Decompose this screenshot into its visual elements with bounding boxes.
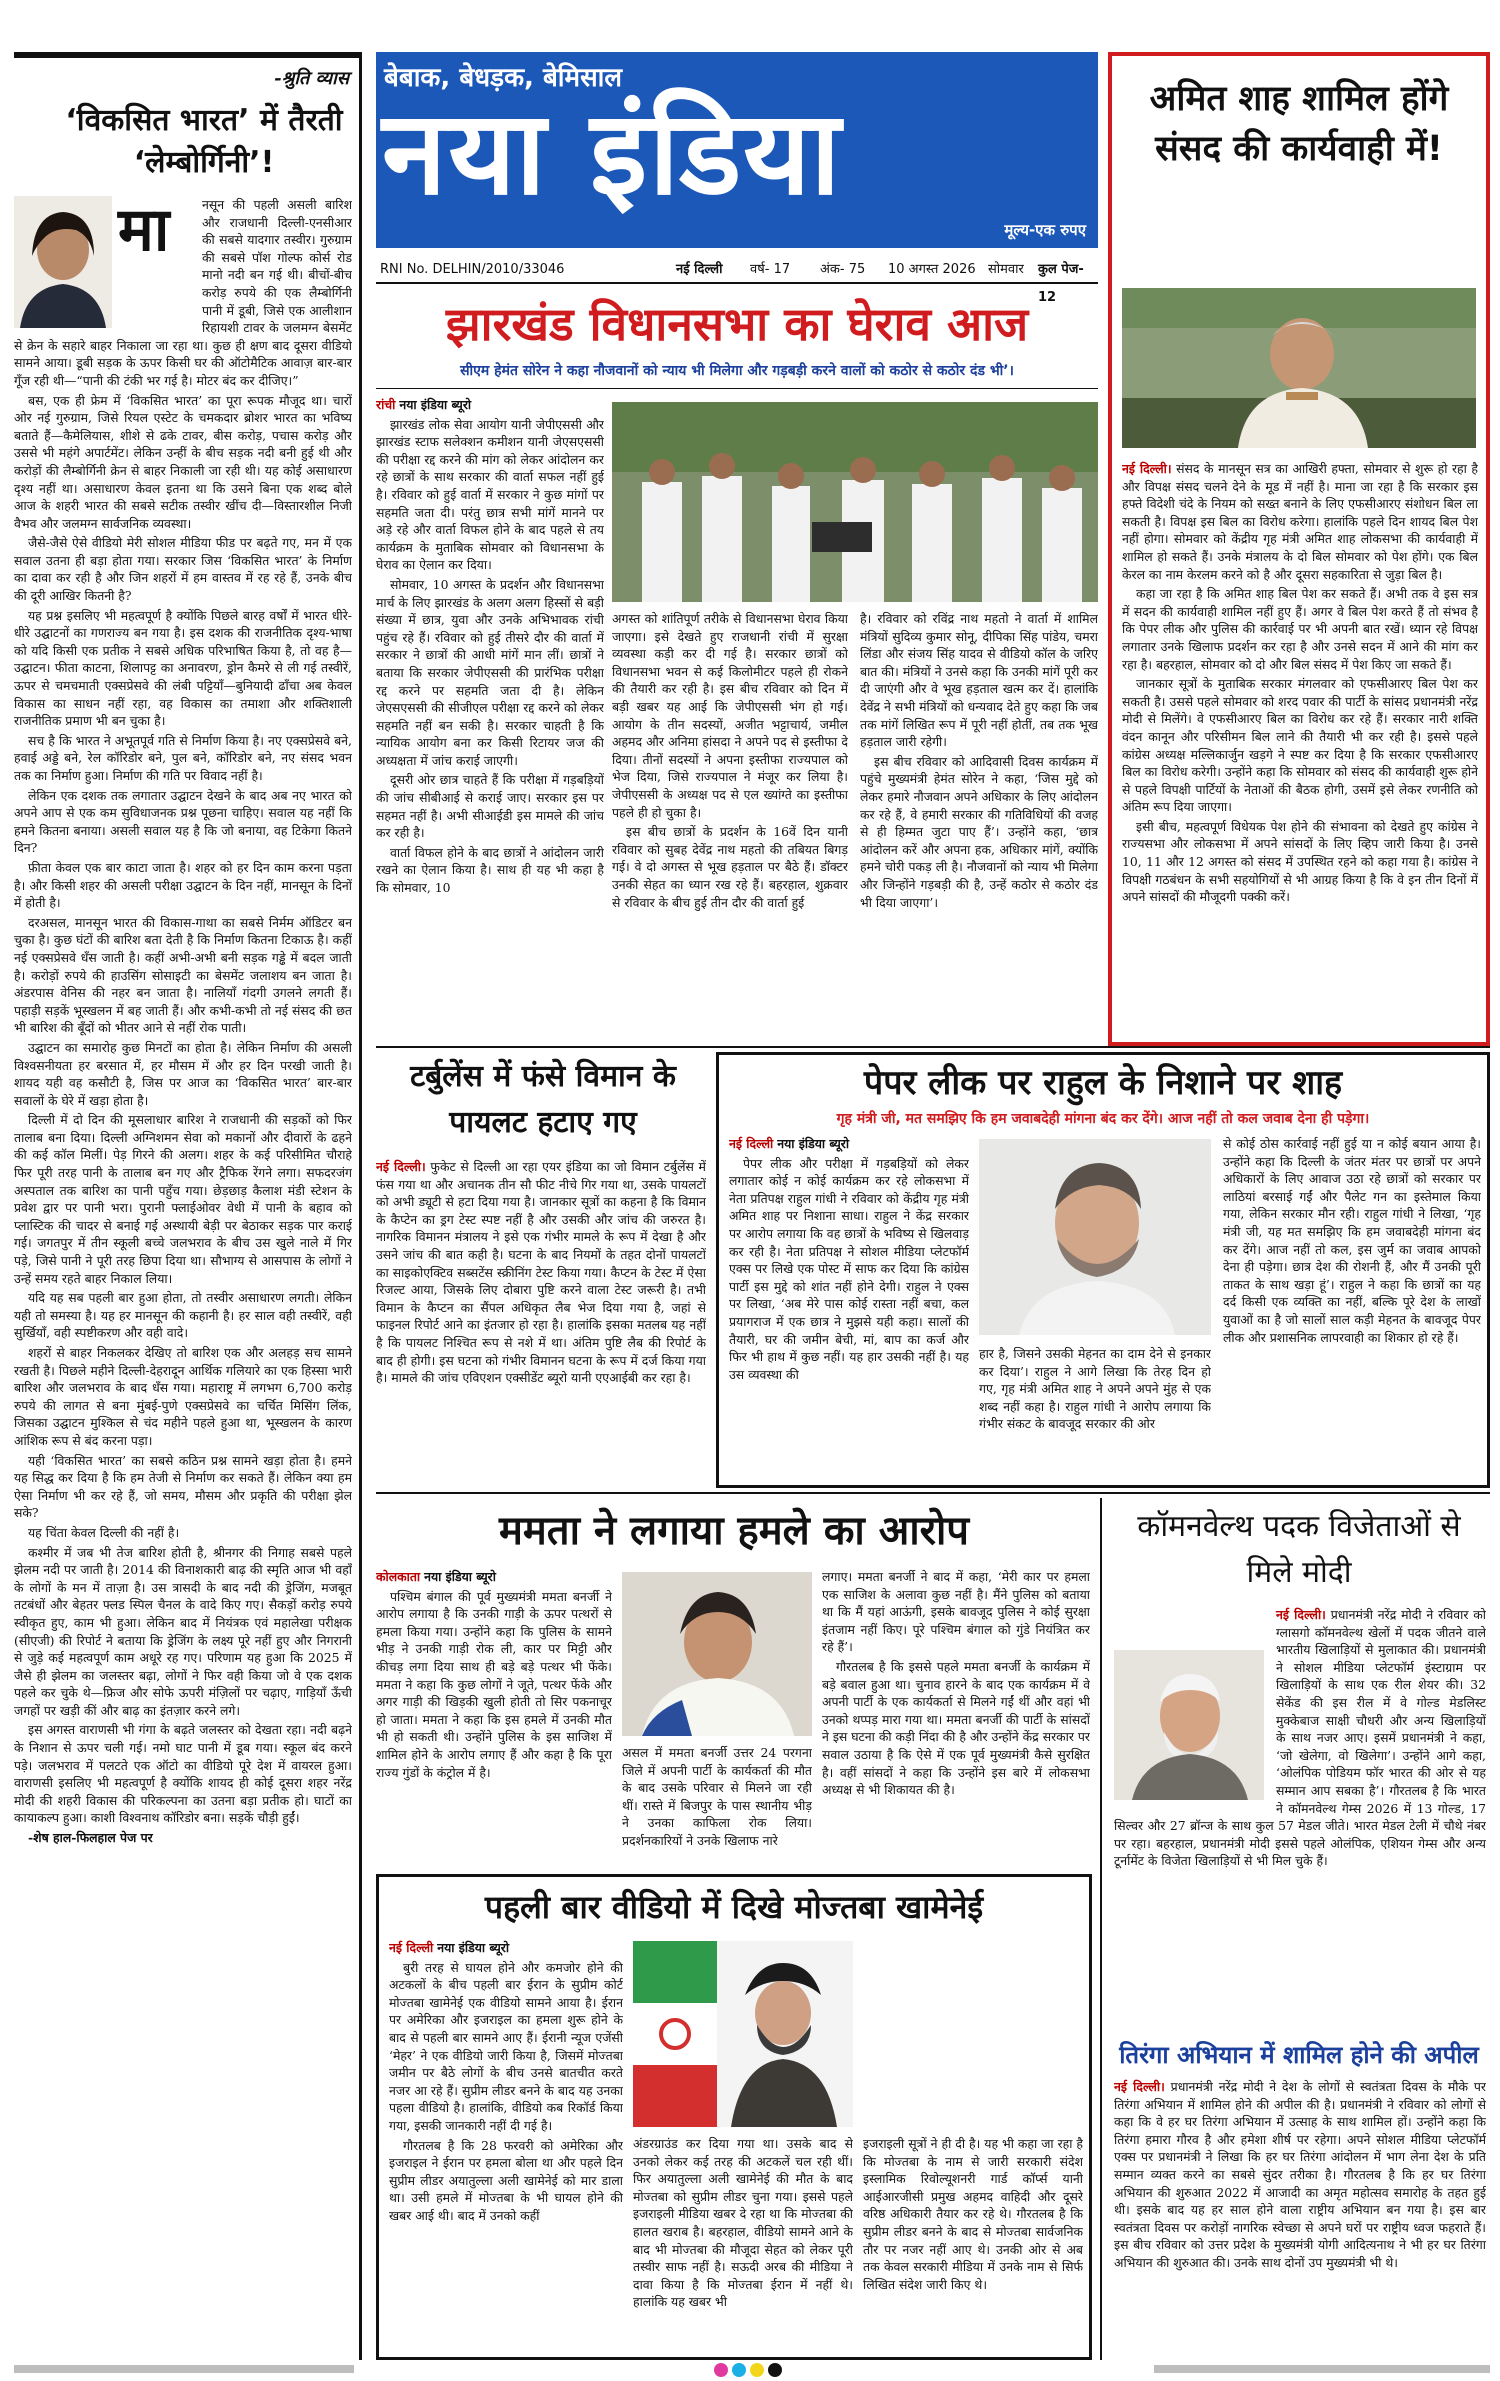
khamenei-column-1: [389, 1939, 623, 2353]
agency: नया इंडिया ब्यूरो: [424, 1569, 496, 1584]
dateline: नई दिल्ली: [729, 1136, 774, 1151]
color-marks: [714, 2362, 786, 2381]
story-paragraph: पश्चिम बंगाल की पूर्व मुख्यमंत्री ममता बनर्जी ने आरोप लगाया है कि उनकी गाड़ी के ऊपर पत्थरों से हमला किया गया। उन्होंने कहा कि पुलिस के सामने भीड़ ने उनकी गाड़ी रोक ली, कार पर मिट्टी और कीचड़ लगा दिया साथ ही बड़े बड़े पत्थर भी फेंके। ममता ने कहा कि कुछ लोगों ने जूते, पत्थर फेंके और अगर गाड़ी की खिड़की खुली होती तो सिर पकनाचूर हो जाता। ममता ने कहा कि इस हमले में उनकी मौत भी हो सकती थी। उन्होंने पुलिस के इस साजिश में शामिल होने के आरोप लगाए हैं और कहा है कि पूरा राज्य गुंडों के कंट्रोल में है।: [376, 1588, 612, 1780]
opinion-paragraph: यह प्रश्न इसलिए भी महत्वपूर्ण है क्योंकि पिछले बारह वर्षों में भारत धीरे-धीरे उद्घाटनों का गणराज्य बन गया है। इस दशक की राजनीतिक दृश्य-भाषा को यदि किसी एक प्रतीक ने सबसे अधिक परिभाषित किया है, तो वह है—उद्घाटन। फीता काटना, शिलापट्ट का अनावरण, ड्रोन कैमरे से ली गई तस्वीरें, ऊपर से चमचमाती एक्सप्रेसवे की लंबी पट्टियाँ—बुनियादी ढाँचा अब केवल विकास का साधन नहीं रहा, वह विकास का तमाशा और शक्तिशाली राजनीतिक प्रमाण भी बन चुका है।: [14, 607, 352, 729]
issue-date: 10 अगस्त 2026: [888, 262, 976, 277]
agency: नया इंडिया ब्यूरो: [399, 397, 472, 412]
lead-column-3: [860, 610, 1098, 1038]
mamata-column-2: [622, 1744, 812, 1868]
lead-rule: [376, 388, 1098, 389]
amit-shah-headline: अमित शाह शामिल होंगे संसद की कार्यवाही में!: [1149, 79, 1449, 169]
footer-bar: [14, 2365, 354, 2373]
issue: अंक- 75: [820, 262, 866, 277]
story-paragraph: फुकेट से दिल्ली आ रहा एयर इंडिया का जो विमान टर्बुलेंस में फंस गया था और अचानक तीन सौ फीट नीचे गिर गया था, उसके पायलटों को अभी ड्यूटी से हटा दिया गया है। जानकार सूत्रों का कहना है कि विमान के कैप्टेन का ड्रग टेस्ट स्पष्ट नहीं है और उसकी और जांच की जरुरत है। नागरिक विमानन मंत्रालय ने इसे एक गंभीर मामले के रूप में देखा है और उसने जांच की बात कही है। घटना के बाद नियमों के तहत दोनों पायलटों का साइकोएक्टिव सब्सटेंस स्क्रीनिंग टेस्ट किया गया। कैप्टन के टेस्ट में ऐसा रिजल्ट आया, जिसके लिए दोबारा पुष्टि करने वाला टेस्ट जरूरी है। तभी विमान के कैप्टन का सैंपल अधिकृत लैब भेज दिया गया है, जहां से फाइनल रिपोर्ट आने का इंतजार हो रहा है। हालांकि इसका मतलब यह नहीं है कि पायलट निश्चित रूप से नशे में था। अंतिम पुष्टि लैब की रिपोर्ट के बाद ही होगी। इस घटना को गंभीर विमानन घटना के रूप में दर्ज किया गया है। मामले की जांच एविएशन एक्सीडेंट ब्यूरो यानी एएआईबी कर रहा है।: [376, 1159, 706, 1386]
opinion-paragraph: बस, एक ही फ्रेम में ‘विकसित भारत’ का पूरा रूपक मौजूद था। चारों ओर नई गुरुग्राम, जिसे रियल एस्टेट के चमकदार ब्रोशर भारत का भविष्य बताते हैं—कैमेलियास, शीशे से ढके टावर, बीस करोड़, पचास करोड़ और उससे भी महंगे अपार्टमेंट। लेकिन उन्हीं के बीच सड़क नदी बनी हुई थी और करोड़ों की लैम्बोर्गिनी क्रेन से बाहर निकाली जा रही थी। यह कोई असाधारण दृश्य नहीं था। असाधारण केवल इतना था कि उसने बिना एक शब्द बोले आज के शहरी भारत की सबसे सटीक तस्वीर खींच दी—विस्तारशील निजी वैभव और जलमग्न सार्वजनिक व्यवस्था।: [14, 392, 352, 531]
section-rule: [376, 1046, 1490, 1048]
mamata-photo: [622, 1572, 812, 1736]
protest-photo: [612, 402, 1098, 602]
dateline: नई दिल्ली।: [1276, 1607, 1326, 1622]
rahul-column-3: [1223, 1135, 1481, 1481]
agency: नया इंडिया ब्यूरो: [437, 1940, 510, 1955]
story-paragraph: असल में ममता बनर्जी उत्तर 24 परगना जिले में अपनी पार्टी के कार्यकर्ता की मौत के बाद उसके परिवार से मिलने जा रही थीं। रास्ते में बिजपुर के पास स्थानीय भीड़ ने उनका काफिला रोक लिया। प्रदर्शनकारियों ने उनके खिलाफ नारे: [622, 1745, 812, 1848]
rahul-column-1: [729, 1135, 969, 1481]
story-paragraph: सोमवार, 10 अगस्त के प्रदर्शन और विधानसभा मार्च के लिए झारखंड के अलग अलग हिस्सों से बड़ी संख्या में छात्र, युवा और उनके अभिभावक रांची पहुंच रहे हैं। रविवार को हुई तीसरे दौर की वार्ता में सरकार ने छात्रों की आधी मांगें मान लीं। छात्रों ने बताया कि सरकार जेपीएससी की प्रारंभिक परीक्षा रद्द करने पर सहमति जता दी है। लेकिन जेएसएससी की सीजीएल परीक्षा रद्द करने को लेकर सहमति नहीं बन सकी है। सरकार चाहती है कि न्यायिक आयोग बना कर किसी रिटायर जज की अध्यक्षता में जांच कराई जाएगी।: [376, 576, 604, 768]
rahul-box: [716, 1052, 1490, 1488]
city: नई दिल्ली: [676, 262, 723, 277]
dateline: नई दिल्ली।: [1114, 2079, 1165, 2094]
rahul-deck: गृह मंत्री जी, मत समझिए कि हम जवाबदेही मांगना बंद कर देंगे। आज नहीं तो कल जवाब देना ही पड़ेगा।: [836, 1111, 1370, 1127]
amit-shah-photo: [1122, 288, 1476, 448]
story-paragraph: प्रधानमंत्री नरेंद्र मोदी ने रविवार को ग्लासगो कॉमनवेल्थ खेलों में पदक जीतने वाले भारतीय खिलाड़ियों से मुलाकात की। प्रधानमंत्री ने सोशल मीडिया प्लेटफॉर्म इंस्टाग्राम पर खिलाड़ियों के साथ एक रील शेयर की। 32 सेकेंड की इस रील में वे गोल्ड मेडलिस्ट मुक्केबाज साक्षी चौधरी और अन्य खिलाड़ियों के साथ नजर आए। इसमें प्रधानमंत्री ने कहा, ‘जो खेलेगा, वो खिलेगा’। उन्होंने आगे कहा, ‘ओलंपिक पोडियम फॉर भारत की ओर से यह सम्मान आप सबका है’। गौरतलब है कि भारत ने कॉमनवेल्थ गेम्स 2026 में 13 गोल्ड, 17 सिल्वर और 27 ब्रॉन्ज के साथ कुल 57 मेडल जीते। भारत मेडल टेली में चौथे नंबर पर रहा। बहरहाल, प्रधानमंत्री मोदी इससे पहले ओलंपिक, एशियन गेम्स और अन्य टूर्नामेंट के विजेता खिलाड़ियों से भी मिल चुके हैं।: [1114, 1607, 1486, 1869]
amit-shah-box: [1108, 52, 1490, 1046]
mamata-headline: ममता ने लगाया हमले का आरोप: [498, 1508, 970, 1554]
story-paragraph: संसद के मानसून सत्र का आखिरी हफ्ता, सोमवार से शुरू हो रहा है और विपक्ष संसद चलने देने के मूड में नहीं है। माना जा रहा है कि सरकार इस हफ्ते विदेशी चंदे के नियम को सख्त बनाने के लिए एफसीआरए संशोधन बिल ला सकती है। विपक्ष इस बिल का विरोध करेगा। हालांकि पहले दिन शायद बिल पेश नहीं होगा। सोमवार को केंद्रीय गृह मंत्री अमित शाह लोकसभा की कार्यवाही में शामिल हो सकते हैं। उनके मंत्रालय के दो बिल सोमवार को पेश होंगे। एक बिल केरल का नाम केरलम करने को है और दूसरा सहकारिता से जुड़ा बिल है।: [1122, 461, 1478, 582]
story-paragraph: दूसरी ओर छात्र चाहते हैं कि परीक्षा में गड़बड़ियों की जांच सीबीआई से कराई जाए। सरकार इस पर सहमत नहीं है। अभी सीआईडी इस मामले की जांच कर रही है।: [376, 772, 604, 841]
tiranga-headline: तिरंगा अभियान में शामिल होने की अपील: [1119, 2041, 1479, 2069]
mamata-column-1: [376, 1568, 612, 1868]
dateline: कोलकाता: [376, 1569, 421, 1584]
opinion-paragraph: शहरों से बाहर निकलकर देखिए तो बारिश एक और अलहड़ सच सामने रखती है। पिछले महीने दिल्ली-देहरादून आर्थिक गलियारे का एक हिस्सा भारी बारिश और जलभराव के बाद धँस गया। महाराष्ट्र में लगभग 6,700 करोड़ रुपये की लागत से बना मुंबई-पुणे एक्सप्रेसवे का चर्चित मिसिंग लिंक, जिसका उद्घाटन मुश्किल से चंद महीने पहले हुआ था, भूस्खलन के कारण आंशिक रूप से बंद करना पड़ा।: [14, 1345, 352, 1448]
year: वर्ष- 17: [750, 262, 791, 277]
opinion-paragraph: यदि यह सब पहली बार हुआ होता, तो तस्वीर असाधारण लगती। लेकिन यही तो समस्या है। यह हर मानसून की कहानी है। हर साल वही तस्वीरें, वही सुर्खियाँ, वही स्पष्टीकरण और वही वादे।: [14, 1290, 352, 1341]
amit-shah-story: [1122, 460, 1478, 1040]
dateline-bar: [376, 256, 1098, 305]
opinion-paragraph: यही ‘विकसित भारत’ का सबसे कठिन प्रश्न सामने खड़ा होता है। हमने यह सिद्ध कर दिया है कि हम तेजी से निर्माण कर सकते हैं। लेकिन क्या हम ऐसा निर्माण भी कर रहे हैं, जो समय, मौसम और प्रकृति की परीक्षा झेल सके?: [14, 1452, 352, 1521]
turbulence-headline: टर्बुलेंस में फंसे विमान के पायलट हटाए गए: [410, 1059, 676, 1140]
drop-cap: मा: [118, 195, 170, 265]
story-paragraph: अंडरग्राउंड कर दिया गया था। उसके बाद से उनको लेकर कई तरह की अटकलें चल रही थीं। फिर अयातुल्ला अली खामेनेई की मौत के बाद मोज्तबा को सुप्रीम लीडर चुना गया। इससे पहले इजराइली मीडिया खबर दे रहा था कि मोज्तबा की हालत खराब है। बहरहाल, वीडियो सामने आने के बाद भी मोज्तबा की मौजूदा सेहत को लेकर पूरी तस्वीर साफ नहीं है। सऊदी अरब की मीडिया ने दावा किया है कि मोज्तबा ईरान में नहीं थे। हालांकि यह खबर भी: [633, 2136, 853, 2310]
story-paragraph: बुरी तरह से घायल होने और कमजोर होने की अटकलों के बीच पहली बार ईरान के सुप्रीम कोर्ट मोज्तबा खामेनेई एक वीडियो सामने आया है। ईरान पर अमेरिका और इजराइल का हमला शुरू होने के बाद से पहली बार सामने आए हैं। ईरानी न्यूज एजेंसी ‘मेहर’ ने एक वीडियो जारी किया है, जिसमें मोज्तबा जमीन पर बैठे लोगों के बीच उनसे बातचीत करते नजर आ रहे हैं। सुप्रीम लीडर बनने के बाद यह उनका पहला वीडियो है। हालांकि, वीडियो कब रिकॉर्ड किया गया, इसकी जानकारी नहीं दी गई है।: [389, 1959, 623, 2133]
story-paragraph: लगाए। ममता बनर्जी ने बाद में कहा, ‘मेरी कार पर हमला एक साजिश के अलावा कुछ नहीं है। मैंने पुलिस को बताया था कि मैं यहां आऊंगी, इसके बावजूद पुलिस ने कोई सुरक्षा इंतजाम नहीं किए। पूरे पश्चिम बंगाल को गुंडे नियंत्रित कर रहे हैं’।: [822, 1569, 1090, 1655]
tiranga-story: [1114, 2078, 1486, 2350]
opinion-paragraph: कश्मीर में जब भी तेज बारिश होती है, श्रीनगर की निगाह सबसे पहले झेलम नदी पर जाती है। 2014 की विनाशकारी बाढ़ की स्मृति आज भी वहाँ के लोगों के मन में ताज़ा है। उस त्रासदी के बाद नदी की ड्रेजिंग, मजबूत तटबंधों और बेहतर फ्लड स्पिल चैनल के वादे किए गए। सैकड़ों करोड़ रुपये स्वीकृत हुए, काम भी हुआ। लेकिन बाद में नियंत्रक एवं महालेखा परीक्षक (सीएजी) की रिपोर्ट ने बताया कि ड्रेजिंग के लक्ष्य पूरे नहीं हुए और निगरानी से जुड़े कई महत्वपूर्ण काम अधूरे रह गए। परिणाम यह हुआ कि 2025 में जैसे ही झेलम का जलस्तर बढ़ा, लोगों ने फिर वही किया जो वे एक दशक पहले कर चुके थे—फ्रिज और सोफे ऊपरी मंज़िलों पर चढ़ाए, गाड़ियाँ ऊँची जगहों पर खड़ी कीं और बाढ़ का इंतज़ार करने लगे।: [14, 1544, 352, 1718]
column-top-rule: [14, 52, 362, 58]
dateline: नई दिल्ली: [389, 1940, 434, 1955]
dateline: नई दिल्ली।: [376, 1159, 426, 1174]
khamenei-headline: पहली बार वीडियो में दिखे मोज्तबा खामेनेई: [484, 1888, 984, 1926]
story-paragraph: पेपर लीक और परीक्षा में गड़बड़ियों को लेकर लगातार कोई न कोई कार्यक्रम कर रहे लोकसभा में नेता प्रतिपक्ष राहुल गांधी ने रविवार को केंद्रीय गृह मंत्री अमित शाह पर निशाना साधा। राहुल ने केंद्र सरकार पर आरोप लगाया कि वह छात्रों के भविष्य से खिलवाड़ कर रही है। नेता प्रतिपक्ष ने सोशल मीडिया प्लेटफॉर्म एक्स पर लिखे एक पोस्ट में साफ कर दिया कि कांग्रेस पार्टी इस मुद्दे को शांत नहीं होने देगी। राहुल ने एक्स पर लिखा, ‘अब मेरे पास कोई रास्ता नहीं बचा, कल प्रयागराज में एक छात्र ने मुझसे यही कहा। सालों की तैयारी, घर की जमीन बेची, मां, बाप का कर्ज और फिर भी हाथ में कुछ नहीं। यह हार उसकी नहीं है। यह उस व्यवस्था की: [729, 1155, 969, 1382]
continued-note: -शेष हाल-फिलहाल पेज पर: [28, 1830, 153, 1846]
story-paragraph: वार्ता विफल होने के बाद छात्रों ने आंदोलन जारी रखने का ऐलान किया है। साथ ही यह भी कहा है कि सोमवार, 10: [376, 844, 604, 896]
footer-bar: [1154, 2365, 1490, 2373]
cyan-dot-icon: [732, 2363, 746, 2377]
masthead-tagline: बेबाक, बेधड़क, बेमिसाल: [384, 63, 623, 93]
story-paragraph: गौरतलब है कि 28 फरवरी को अमेरिका और इजराइल ने ईरान पर हमला बोला था और पहले दिन सुप्रीम लीडर अयातुल्ला अली खामेनेई को मार डाला था। उसी हमले में मोज्तबा के भी घायल होने की खबर आई थी। बाद में उनको कहीं: [389, 2137, 623, 2223]
story-paragraph: इजराइली सूत्रों ने ही दी है। यह भी कहा जा रहा है कि मोज्तबा के नाम से जारी सरकारी संदेश इस्लामिक रिवोल्यूशनरी गार्ड कॉर्प्स यानी आईआरजीसी प्रमुख अहमद वाहिदी और दूसरे वरिष्ठ अधिकारी तैयार कर रहे थे। गौरतलब है कि सुप्रीम लीडर बनने के बाद से मोज्तबा सार्वजनिक तौर पर नजर नहीं आए थे। उनकी ओर से अब तक केवल सरकारी मीडिया में उनके नाम से सिर्फ लिखित संदेश जारी किए थे।: [863, 2136, 1083, 2292]
price: मूल्य-एक रुपए: [1004, 221, 1086, 239]
story-paragraph: अगस्त को शांतिपूर्ण तरीके से विधानसभा घेराव किया जाएगा। इसे देखते हुए राजधानी रांची में सुरक्षा व्यवस्था कड़ी कर दी गई है। सरकार छात्रों को विधानसभा भवन से कई किलोमीटर पहले ही रोकने की तैयारी कर रही है। इस बीच रविवार को दिन में बड़ी खबर यह आई कि जेपीएससी भंग हो गई। आयोग के तीन सदस्यों, अजीत भट्टाचार्य, जमील अहमद और अनिमा हांसदा ने अपने पद से इस्तीफा दे दिया। तीनों सदस्यों ने अपना इस्तीफा राज्यपाल को भेज दिया, जिसे राज्यपाल ने मंजूर कर लिया है। जेपीएससी के अध्यक्ष पद से एल ख्यांग्ते का इस्तीफा पहले ही हो चुका है।: [612, 611, 848, 820]
modi-story: [1114, 1606, 1486, 2026]
magenta-dot-icon: [714, 2363, 728, 2377]
opinion-title: ‘विकसित भारत’ में तैरती ‘लेम्बोर्गिनी’!: [65, 103, 343, 180]
opinion-paragraph: जैसे-जैसे ऐसे वीडियो मेरी सोशल मीडिया फीड पर बढ़ते गए, मन में एक सवाल उतना ही बड़ा होता गया। सरकार जिस ‘विकसित भारत’ के निर्माण का दावा कर रही है और जिन शहरों में हम वास्तव में रह रहे हैं, उनके बीच की दूरी आखिर कितनी है?: [14, 535, 352, 604]
story-paragraph: हार है, जिसने उसकी मेहनत का दाम देने से इनकार कर दिया’। राहुल ने आगे लिखा कि तेरह दिन हो गए, गृह मंत्री अमित शाह ने अपने अपने मुंह से एक शब्द नहीं कहा है। राहुल गांधी ने आरोप लगाया कि गंभीर संकट के बावजूद सरकार की ओर: [979, 1346, 1211, 1432]
opinion-paragraph: सच है कि भारत ने अभूतपूर्व गति से निर्माण किया है। नए एक्सप्रेसवे बने, हवाई अड्डे बने, रेल कॉरिडोर बने, पुल बने, कॉरिडोर बने, नए संसद भवन तक का निर्माण हुआ। निर्माण की गति पर विवाद नहीं है।: [14, 732, 352, 783]
story-paragraph: इस बीच रविवार को आदिवासी दिवस कार्यक्रम में पहुंचे मुख्यमंत्री हेमंत सोरेन ने कहा, ‘जिस मुद्दे को लेकर हमारे नौजवान अपने अधिकार के लिए आंदोलन कर रहे हैं, वे हमारी सरकार की गतिविधियों की वजह से ही हिम्मत जुटा पाए हैं’। उन्होंने कहा, ‘छात्र आंदोलन करें और अपना हक, अधिकार मांगें, क्योंकि हमने चोरी पकड़ ली है। नौजवानों को न्याय भी मिलेगा और जिन्होंने गड़बड़ी की है, उन्हें कठोर से कठोर दंड भी दिया जाएगा’।: [860, 753, 1098, 910]
opinion-column: [14, 52, 362, 2360]
story-paragraph: प्रधानमंत्री नरेंद्र मोदी ने देश के लोगों से स्वतंत्रता दिवस के मौके पर तिरंगा अभियान में शामिल होने की अपील की है। प्रधानमंत्री ने रविवार को लोगों से कहा कि वे हर घर तिरंगा अभियान में उत्साह के साथ शामिल हों। उन्होंने कहा कि तिरंगा हमारा गौरव है और हमेशा शीर्ष पर रहेगा। अपने सोशल मीडिया प्लेटफॉर्म एक्स पर प्रधानमंत्री ने लिखा कि हर घर तिरंगा आंदोलन में भाग लेना देश के प्रति सम्मान व्यक्त करने का सबसे सुंदर तरीका है। गौरतलब है कि हर घर तिरंगा अभियान की शुरुआत 2022 में आजादी का अमृत महोत्सव समारोह के तहत हुई थी। इसके बाद यह हर साल होने वाला राष्ट्रीय अभियान बन गया है। इस बार स्वतंत्रता दिवस पर करोड़ों नागरिक स्वेच्छा से अपने घरों पर राष्ट्रीय ध्वज फहराते हैं। इस बीच रविवार को उत्तर प्रदेश के मुख्यमंत्री योगी आदित्यनाथ ने भी हर घर तिरंगा अभियान की शुरुआत की। उनके साथ दोनों उप मुख्यमंत्री भी थे।: [1114, 2079, 1486, 2270]
opinion-body: [14, 196, 352, 2346]
weekday: सोमवार: [988, 262, 1024, 277]
khamenei-column-2: [633, 2135, 853, 2353]
print-footer: [14, 2362, 1490, 2376]
modi-section: [1100, 1498, 1490, 2360]
story-paragraph: झारखंड लोक सेवा आयोग यानी जेपीएससी और झारखंड स्टाफ सलेक्शन कमीशन यानी जेएसएससी की परीक्षा रद्द करने की मांग को लेकर आंदोलन कर रहे छात्रों के साथ सरकार की वार्ता सफल नहीं हुई है। रविवार को हुई वार्ता में सरकार ने कुछ मांगों पर सहमति जता दी। परंतु छात्र सभी मांगें मानने पर अड़े रहे और वार्ता विफल होने के बाद पहले से तय कार्यक्रम के मुताबिक सोमवार को विधानसभा के घेराव का ऐलान कर दिया।: [376, 416, 604, 573]
black-dot-icon: [768, 2363, 782, 2377]
byline: -श्रुति व्यास: [274, 68, 349, 89]
khamenei-photo: [633, 1941, 853, 2127]
story-paragraph: इस बीच छात्रों के प्रदर्शन के 16वें दिन यानी रविवार को सुबह देवेंद्र नाथ महतो की तबियत बिगड़ गई। वे दो अगस्त से भूख हड़ताल पर बैठे हैं। डॉक्टर उनकी सेहत का ध्यान रख रहे हैं। बहरहाल, शुक्रवार से रविवार के बीच हुई तीन दौर की वार्ता हुई: [612, 824, 848, 910]
lead-headline: झारखंड विधानसभा का घेराव आज: [445, 297, 1029, 351]
turbulence-story: [376, 1158, 706, 1480]
story-paragraph: इसी बीच, महत्वपूर्ण विधेयक पेश होने की संभावना को देखते हुए कांग्रेस ने राज्यसभा और लोकसभा में अपने सांसदों के लिए व्हिप जारी किया है। उनसे 10, 11 और 12 अगस्त को संसद में उपस्थित रहने को कहा गया है। कांग्रेस ने विपक्षी गठबंधन के सभी सहयोगियों से भी आग्रह किया है कि वे इन तीन दिनों में अपने सांसदों की मौजूदगी पक्की करें।: [1122, 818, 1478, 905]
rni-number: RNI No. DELHIN/2010/33046: [380, 262, 565, 277]
opinion-lead: नसून की पहली असली बारिश और राजधानी दिल्ली-एनसीआर की सबसे यादगार तस्वीर। गुरुग्राम की सबसे पॉश गोल्फ कोर्स रोड मानो नदी बन गई थी। बीचों-बीच करोड़ रुपये की एक लैम्बोर्गिनी पानी में डूबी, जिसे एक आलीशान रिहायशी टावर के जलमग्न बेसमेंट से क्रेन के सहारे बाहर निकाला जा रहा था। कुछ ही क्षण बाद दूसरा वीडियो सामने आया। डूबी सड़क के ऊपर किसी घर की ऑटोमैटिक आवाज़ बार-बार गूँज रही थी—“पानी की टंकी भर गई है। मोटर बंद कर दीजिए।”: [14, 197, 352, 388]
story-paragraph: जानकार सूत्रों के मुताबिक सरकार मंगलवार को एफसीआरए बिल पेश कर सकती है। उससे पहले सोमवार को शरद पवार की पार्टी के सांसद प्रधानमंत्री नरेंद्र मोदी से मिलेंगे। वे एफसीआरए बिल का विरोध कर रहे हैं। सरकार नारी शक्ति वंदन कानून और परिसीमन बिल लाने की तैयारी भी कर रही है। इससे पहले कांग्रेस अध्यक्ष मल्लिकार्जुन खड़गे ने स्पष्ट कर दिया है कि सरकार एफसीआरए बिल का विरोध करेगी। उन्होंने कहा कि सोमवार को संसद की कार्यवाही शुरू होने से पहले विपक्षी पार्टियों के नेताओं की बैठक होगी, उसमें इसे लेकर रणनीति को अंतिम रूप दिया जाएगा।: [1122, 676, 1478, 815]
story-paragraph: गौरतलब है कि इससे पहले ममता बनर्जी के कार्यक्रम में बड़े बवाल हुआ था। चुनाव हारने के बाद एक कार्यक्रम में वे अपनी पार्टी के एक कार्यकर्ता से मिलने गईं थीं और वहां भी उनको थप्पड़ मारा गया था। ममता बनर्जी की पार्टी के सांसदों ने इस घटना की कड़ी निंदा की है और उन्होंने केंद्र सरकार पर सवाल उठाया है कि ऐसे में एक पूर्व मुख्यमंत्री कैसे सुरक्षित है। वहीं सांसदों ने कहा कि उन्होंने इस बारे में लोकसभा अध्यक्ष से भी शिकायत की है।: [822, 1658, 1090, 1798]
rahul-column-2: [979, 1345, 1211, 1481]
yellow-dot-icon: [750, 2363, 764, 2377]
khamenei-column-3: [863, 2135, 1083, 2353]
story-paragraph: कहा जा रहा है कि अमित शाह बिल पेश कर सकते हैं। अभी तक वे इस सत्र में सदन की कार्यवाही शामिल नहीं हुए हैं। अगर वे बिल पेश करते हैं तो संभव है कि पेपर लीक और पुलिस की कार्रवाई पर भी अपनी बात रखें। ध्यान रहे विपक्ष लगातार उनके खिलाफ प्रदर्शन कर रहा है और उनसे सदन में आने की मांग कर रहा है। बहरहाल, सोमवार को दो और बिल संसद में पेश किए जा सकते हैं।: [1122, 586, 1478, 672]
agency: नया इंडिया ब्यूरो: [777, 1136, 850, 1151]
dateline: नई दिल्ली।: [1122, 461, 1172, 476]
newspaper-title: नया इंडिया: [382, 86, 843, 221]
story-paragraph: से कोई ठोस कार्रवाई नहीं हुई या न कोई बयान आया है। उन्होंने कहा कि दिल्ली के जंतर मंतर पर छात्रों पर अपने अधिकारों के लिए आवाज उठा रहे छात्रों को सरकार पर लाठियां बरसाई गईं और पैलेट गन का इस्तेमाल किया गया, लेकिन सरकार मौन रही। राहुल गांधी ने लिखा, ‘गृह मंत्री जी, यह मत समझिए कि हम जवाबदेही मांगना बंद कर देंगे। आज नहीं तो कल, इस जुर्म का जवाब आपको देना ही पड़ेगा। छात्र देश की रोशनी हैं, और मैं उनकी पूरी ताकत के साथ खड़ा हूं’। राहुल ने कहा कि छात्रों का यह दर्द किसी एक व्यक्ति का नहीं, बल्कि पूरे देश के लाखों युवाओं का है जो सालों साल कड़ी मेहनत के बावजूद पेपर लीक और प्रशासनिक लापरवाही का शिकार हो रहे हैं।: [1223, 1136, 1481, 1345]
section-rule: [376, 1492, 1490, 1494]
rahul-photo: [979, 1139, 1211, 1335]
mamata-column-3: [822, 1568, 1090, 1868]
rahul-headline: पेपर लीक पर राहुल के निशाने पर शाह: [863, 1063, 1343, 1103]
story-paragraph: है। रविवार को रविंद्र नाथ महतो ने वार्ता में शामिल मंत्रियों सुदिव्य कुमार सोनू, दीपिका सिंह पांडेय, चमरा लिंडा और संजय सिंह यादव से वीडियो कॉल के जरिए बात की। मंत्रियों ने उनसे कहा कि उनकी मांगें पूरी कर दी जाएंगी और वे भूख हड़ताल खत्म कर दें। हालांकि देवेंद्र ने सभी मंत्रियों को धन्यवाद देते हुए कहा कि जब तक मांगें लिखित रूप में पूरी नहीं होतीं, तब तक भूख हड़ताल जारी रहेगी।: [860, 611, 1098, 750]
opinion-paragraph: फ़ीता केवल एक बार काटा जाता है। शहर को हर दिन काम करना पड़ता है। और किसी शहर की असली परीक्षा उद्घाटन के दिन नहीं, मानसून के दिनों में होती है।: [14, 859, 352, 911]
khamenei-box: [376, 1874, 1092, 2360]
lead-column-1: [376, 396, 604, 1038]
opinion-paragraph: यह चिंता केवल दिल्ली की नहीं है।: [28, 1524, 180, 1540]
modi-headline: कॉमनवेल्थ पदक विजेताओं से मिले मोदी: [1137, 1509, 1461, 1590]
lead-column-2: [612, 610, 848, 1038]
dateline: रांची: [376, 397, 396, 412]
opinion-paragraph: इस अगस्त वाराणसी भी गंगा के बढ़ते जलस्तर को देखता रहा। नदी बढ़ने के निशान से ऊपर चली गई। नमो घाट पानी में डूब गया। स्कूल बंद करने पड़े। जलभराव में पलटते एक ऑटो का वीडियो पूरे देश में वायरल हुआ। वाराणसी इसलिए भी महत्वपूर्ण है क्योंकि शायद ही कोई दूसरा शहर नरेंद्र मोदी की शहरी विकास की परिकल्पना का उतना बड़ा प्रतीक हो। घाटों का कायाकल्प हुआ। काशी विश्वनाथ कॉरिडोर बना। सड़कें चौड़ी हुईं।: [14, 1722, 352, 1826]
opinion-paragraph: दरअसल, मानसून भारत की विकास-गाथा का सबसे निर्मम ऑडिटर बन चुका है। कुछ घंटों की बारिश बता देती है कि निर्माण कितना टिकाऊ है। कहीं नई एक्सप्रेसवे धँस जाती है। कहीं अभी-अभी बनी सड़क गड्ढे में बदल जाती है। करोड़ों रुपये की हाउसिंग सोसाइटी का बेसमेंट जलाशय बन जाता है। अंडरपास वेनिस की नहर बन जाता है। नालियाँ गंदगी उगलने लगती हैं। पहाड़ी सड़कें भूस्खलन में बह जाती हैं। और कभी-कभी तो नई संसद की छत भी बारिश की बूँदों को भीतर आने से नहीं रोक पाती।: [14, 914, 352, 1036]
lead-deck: सीएम हेमंत सोरेन ने कहा नौजवानों को न्याय भी मिलेगा और गड़बड़ी करने वालों को कठोर से कठोर दंड भी’।: [460, 363, 1014, 379]
opinion-paragraph: उद्घाटन का समारोह कुछ मिनटों का होता है। लेकिन निर्माण की असली विश्वसनीयता हर बरसात में, हर मौसम में और हर दिन परखी जाती है। शायद यही वह कसौटी है, जिस पर आज का ‘विकसित भारत’ बार-बार सवालों के घेरे में खड़ा होता है।: [14, 1039, 352, 1108]
opinion-paragraph: दिल्ली में दो दिन की मूसलाधार बारिश ने राजधानी की सड़कों को फिर तालाब बना दिया। दिल्ली अग्निशमन सेवा को मकानों और दीवारों के ढहने की कई कॉल मिलीं। पेड़ गिरने की अलग। शहर के कई परिसीमित चौराहे फिर पूरी तरह पानी के तालाब बन गए और ट्रैफिक रेंगने लगा। सफदरजंग अस्पताल तक बारिश का पानी पहुँच गया। छेड़छाड़ कैलाश मंडी स्टेशन के प्रवेश द्वार पर पानी भरा। पुरानी फ्लाईओवर वेधी में पानी के बहाव को प्लास्टिक की चादर से बनाई गई अस्थायी बेड़ी पर बेठाकर सड़क पार कराई गई। जगतपुर में तीन स्कूली बच्चे जलभराव के बीच उस खुले नाले में गिर पड़े, जिसे पानी ने पूरी तरह छिपा दिया था। सौभाग्य से आसपास के लोगों ने उन्हें समय रहते बाहर निकाल लिया।: [14, 1112, 352, 1286]
opinion-paragraph: लेकिन एक दशक तक लगातार उद्घाटन देखने के बाद अब नए भारत को अपने आप से एक कम सुविधाजनक प्रश्न पूछना चाहिए। सवाल यह नहीं कि हमने कितना बनाया। असली सवाल यह है कि जो बनाया, वह टिकेगा कितने दिन?: [14, 787, 352, 856]
page-count: कुल पेज- 12: [1038, 262, 1084, 305]
masthead: [376, 52, 1098, 248]
